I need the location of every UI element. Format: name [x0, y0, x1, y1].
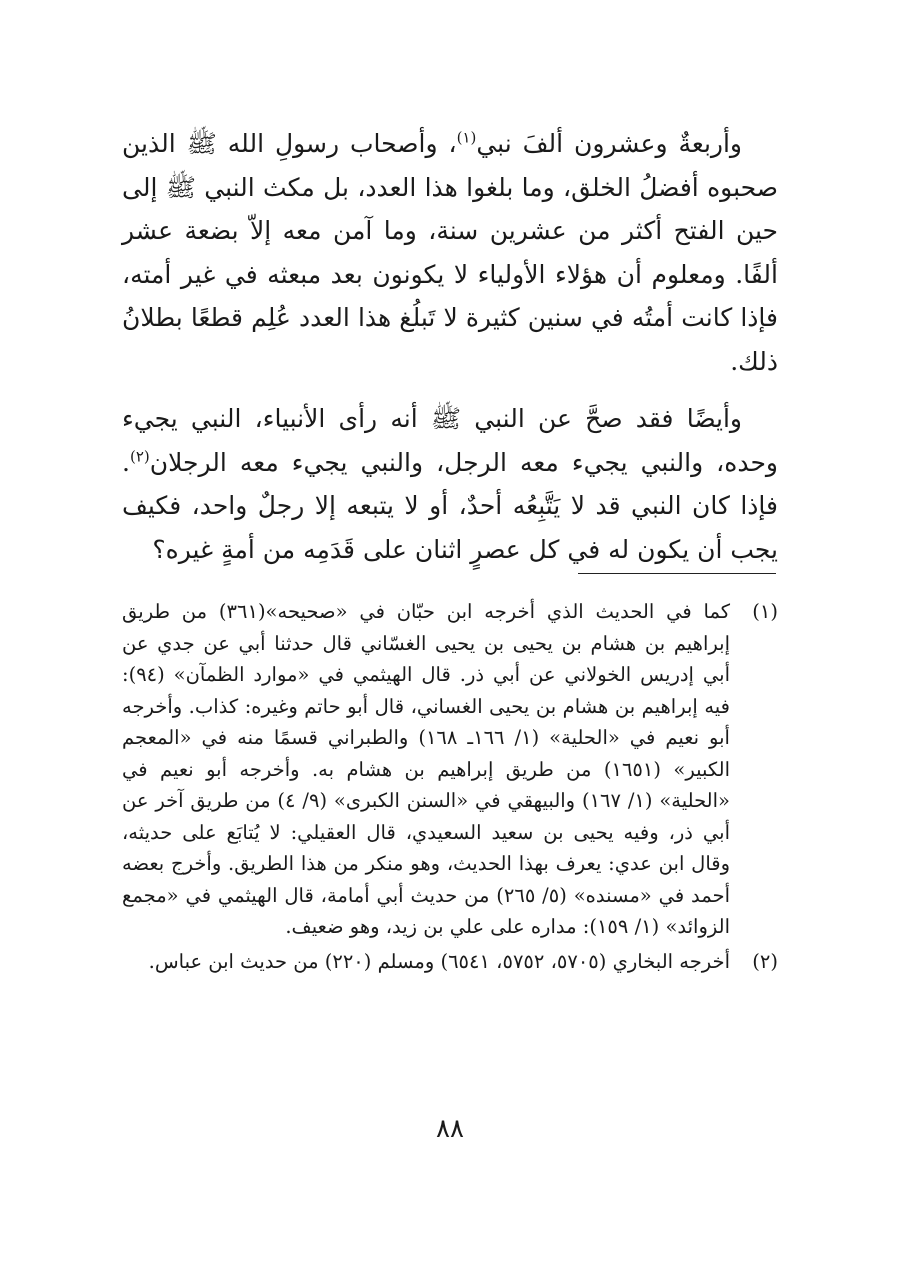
paragraph-2-start: وأيضًا فقد صحَّ عن النبي ﷺ أنه رأى الأنبياء، النبي يجيء وحده، والنبي يجيء معه الرجل، والنبي يجيء معه الرجلان	[122, 404, 778, 477]
footnote-ref-2[interactable]: (٢)	[129, 447, 150, 466]
paragraph-2-rest: . فإذا كان النبي قد لا يَتَّبِعُه أحدٌ، أو لا يتبعه إلا رجلٌ واحد، فكيف يجب أن يكون له في كل عصرٍ اثنان على قَدَمِه من أمةٍ غيره؟	[122, 447, 778, 564]
paragraph-1	[122, 122, 778, 383]
footnote-text: أخرجه البخاري (٥٧٠٥، ٥٧٥٢، ٦٥٤١) ومسلم (٢٢٠) من حديث ابن عباس.	[148, 949, 730, 973]
page-number: ٨٨	[436, 1114, 464, 1144]
footnote-separator	[578, 573, 776, 574]
footnote-text: كما في الحديث الذي أخرجه ابن حبّان في «صحيحه»(٣٦١) من طريق إبراهيم بن هشام بن يحيى بن يحيى الغسّاني قال حدثنا أبي عن جدي عن أبي إدريس الخولاني عن أبي ذر. قال الهيثمي في «موارد الظمآن» (٩٤): فيه إبراهيم بن هشام بن يحيى الغساني، قال أبو حاتم وغيره: كذاب. وأخرجه أبو نعيم في «الحلية» (١/ ١٦٦ـ ١٦٨) والطبراني قسمًا منه في «المعجم الكبير» (١٦٥١) من طريق إبراهيم بن هشام به. وأخرجه أبو نعيم في «الحلية» (١/ ١٦٧) والبيهقي في «السنن الكبرى» (٩/ ٤) من طريق آخر عن أبي ذر، وفيه يحيى بن سعيد السعيدي، قال العقيلي: لا يُتابَع على حديثه، وقال ابن عدي: يعرف بهذا الحديث، وهو منكر من هذا الطريق. وأخرج بعضه أحمد في «مسنده» (٥/ ٢٦٥) من حديث أبي أمامة، قال الهيثمي في «مجمع الزوائد» (١/ ١٥٩): مداره على علي بن زيد، وهو ضعيف.	[122, 600, 730, 938]
paragraph-1-rest: ، وأصحاب رسولِ الله ﷺ الذين صحبوه أفضلُ الخلق، وما بلغوا هذا العدد، بل مكث النبي ﷺ إلى حين الفتح أكثر من عشرين سنة، وما آمن معه إلاّ بضعة عشر ألفًا. ومعلوم أن هؤلاء الأولياء لا يكونون بعد مبعثه في غير أمته، فإذا كانت أمتُه في سنين كثيرة لا تَبلُغ هذا العدد عُلِم قطعًا بطلانُ ذلك.	[122, 129, 778, 376]
main-text	[122, 122, 778, 571]
paragraph-2	[122, 397, 778, 571]
footnote-2	[122, 946, 778, 978]
footnote-number: (٢)	[752, 949, 778, 973]
footnote-number: (١)	[752, 600, 778, 623]
footnotes	[122, 596, 778, 980]
footnote-ref-1[interactable]: (١)	[456, 128, 477, 147]
paragraph-1-start: وأربعةٌ وعشرون ألفَ نبي	[476, 129, 742, 158]
footnote-1	[122, 596, 778, 943]
